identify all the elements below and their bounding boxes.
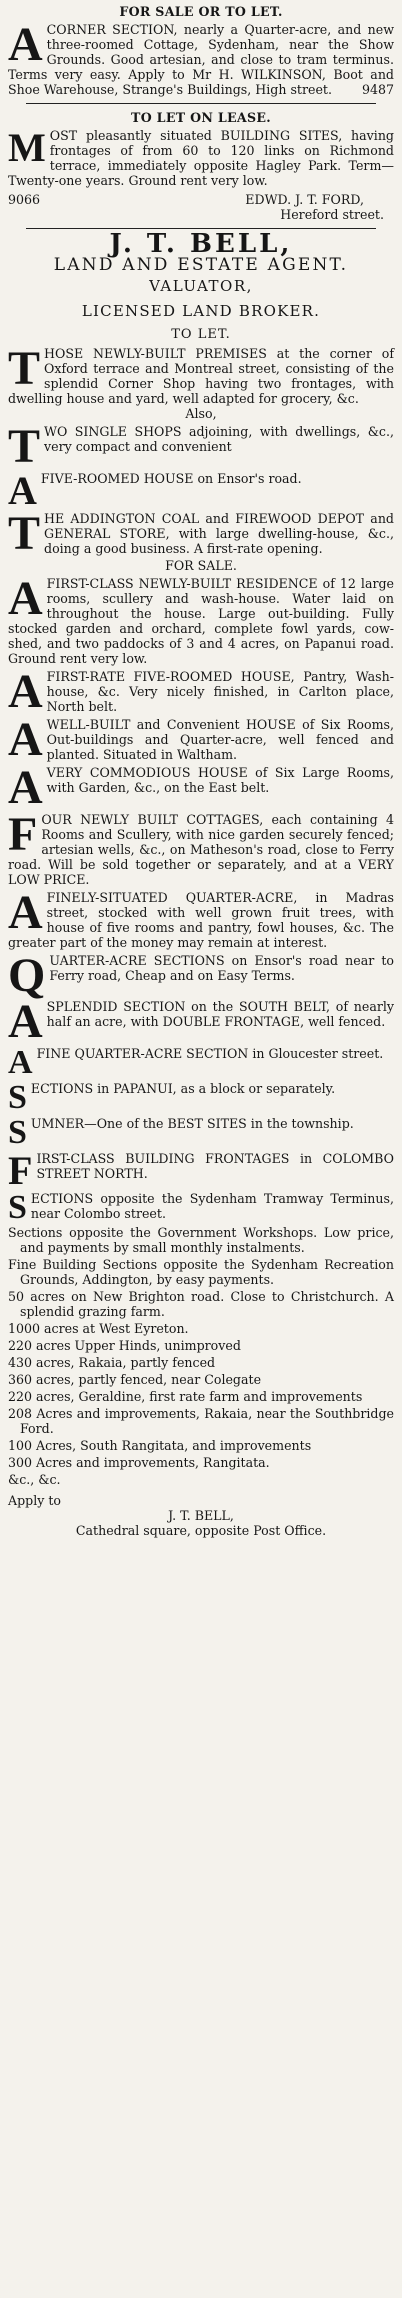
item-text: FIRST-RATE FIVE-ROOMED HOUSE, Pantry, Wash-house, &c. Very nicely finished, in Carlton place, North belt. [46,668,394,714]
drop-letter: A [8,995,43,1049]
drop-letter: F [8,807,38,861]
ad-body [8,125,394,188]
item-text: VERY COMMODIOUS HOUSE of Six Large Rooms, with Garden, &c., on the East belt. [46,764,394,795]
valuator-line: VALUATOR, [149,277,253,295]
item-text: FIRST-CLASS NEWLY-BUILT RESIDENCE of 12 large rooms, scullery and wash-house. Water laid on throughout the house. Large out-building. Fully stocked garden and orchard, complete fowl yards, cow-shed, and two paddocks of 3 and 4 acres, on Papanui road. Ground rent very low. [8,575,394,666]
list-item: 100 Acres, South Rangitata, and improvements [8,1437,312,1453]
item-text: FIVE-ROOMED HOUSE on Ensor's road. [40,470,302,486]
item-text: HOSE NEWLY-BUILT PREMISES at the corner of Oxford terrace and Montreal street, consisting of the splendid Corner Shop having two frontages, with dwelling house and yard, well adapted for grocery, &c. [8,346,394,406]
list-item [8,948,394,1002]
item-text: HE ADDINGTON COAL and FIREWOOD DEPOT and GENERAL STORE, with large dwelling-house, &c., doing a good business. A first-rate opening. [44,510,394,556]
ad-text: OST pleasantly situated BUILDING SITES, having frontages of from 60 to 120 links on Richmond terrace, immediately opposite Hagley Park. Term—Twenty-one years. Ground rent very low. [8,128,394,188]
drop-letter: S [8,1079,27,1117]
list-item [8,1147,394,1193]
drop-letter: A [8,571,43,625]
item-text: IRST-CLASS BUILDING FRONTAGES in COLOMBO STREET NORTH. [36,1150,394,1181]
list-item [8,342,394,406]
ad-heading: FOR SALE OR TO LET. [119,4,283,19]
drop-letter: A [8,18,43,71]
list-item [8,1188,394,1226]
list-item: Sections opposite the Government Workshops. Low price, and payments by small monthly instalments. [8,1224,394,1255]
list-item: 220 acres, Geraldine, first rate farm and improvements [8,1388,363,1404]
item-text: FINE QUARTER-ACRE SECTION in Gloucester street. [36,1046,384,1062]
drop-letter: A [8,885,43,939]
list-item [8,664,394,718]
list-item: 300 Acres and improvements, Rangitata. [8,1454,270,1470]
ad-to-let-on-lease [8,110,394,222]
broker-line: LICENSED LAND BROKER. [81,302,321,320]
drop-letter: T [8,342,41,395]
apply-address: Cathedral square, opposite Post Office. [75,1522,327,1538]
ad-text: CORNER SECTION, nearly a Quarter-acre, and new three-roomed Cottage, Sydenham, near the Show Grounds. Good artesian, and close to tram terminus. Terms very easy. Apply to Mr H. WILKINSON, Boot and Shoe Warehouse, Strange's Buildings, High street. [8,22,394,97]
drop-letter: T [8,420,41,473]
apply-block [8,1493,394,1538]
apply-label: Apply to [8,1492,62,1508]
agent-name-title: J. T. BELL, [109,229,293,259]
also-line: Also, [185,406,217,421]
list-item [8,995,394,1049]
ad-heading: TO LET ON LEASE. [131,110,271,125]
list-item [8,1044,394,1082]
ad-reference: 9487 [361,82,394,97]
item-text: OUR NEWLY BUILT COTTAGES, each containing 4 Rooms and Scullery, with nice garden securely fenced; artesian wells, &c., on Matheson's road, close to Ferry road. Will be sold together or separately, and at a VERY LOW PRICE. [8,811,394,887]
list-item: 430 acres, Rakaia, partly fenced [8,1354,216,1370]
list-item [8,807,394,887]
drop-letter: F [8,1147,33,1193]
list-item: &c., &c. [8,1471,61,1487]
for-sale-list [8,571,394,1226]
ad-body [8,18,394,97]
for-sale-heading: FOR SALE. [165,557,237,573]
drop-letter: M [8,125,46,170]
drop-letter: A [8,712,43,766]
list-item [8,420,394,473]
drop-letter: A [8,1044,33,1082]
newspaper-column [8,0,394,1538]
ad-reference: 9066 [8,192,41,207]
to-let-heading: TO LET. [171,327,231,342]
list-item [8,712,394,766]
item-text: WELL-BUILT and Convenient HOUSE of Six Rooms, Out-buildings and Quarter-acre, well fenced and planted. Situated in Waltham. [46,716,394,762]
list-item: Fine Building Sections opposite the Sydenham Recreation Grounds, Addington, by easy payments. [8,1256,394,1287]
list-item: 50 acres on New Brighton road. Close to Christchurch. A splendid grazing farm. [8,1288,394,1319]
signature-address: Hereford street. [280,207,384,222]
list-item [8,571,394,666]
drop-letter: S [8,1188,27,1226]
drop-letter: A [8,664,43,718]
drop-letter: Q [8,948,46,1002]
ad-for-sale-or-let [8,4,394,97]
list-item [8,1113,394,1151]
list-item [8,1079,394,1117]
agent-subtitle: LAND AND ESTATE AGENT. [53,255,349,275]
signature-name: EDWD. J. T. FORD, [245,192,364,207]
list-item [8,885,394,950]
item-text: ECTIONS in PAPANUI, as a block or separately. [30,1081,336,1097]
item-text: FINELY-SITUATED QUARTER-ACRE, in Madras street, stocked with well grown fruit trees, with house of five rooms and pantry, fowl houses, &c. The greater part of the money may remain at interest. [8,889,394,950]
to-let-list [8,342,394,560]
divider [26,103,376,104]
list-item [8,467,394,513]
signature-row [8,192,394,207]
list-item: 360 acres, partly fenced, near Colegate [8,1371,262,1387]
item-text: ECTIONS opposite the Sydenham Tramway Terminus, near Colombo street. [30,1190,394,1221]
item-text: WO SINGLE SHOPS adjoining, with dwellings, &c., very compact and convenient [44,424,394,454]
item-text: UARTER-ACRE SECTIONS on Ensor's road near to Ferry road, Cheap and on Easy Terms. [49,952,394,983]
item-text: UMNER—One of the BEST SITES in the township. [30,1115,354,1131]
drop-letter: T [8,506,41,560]
drop-letter: A [8,760,43,814]
list-item: 220 acres Upper Hinds, unimproved [8,1337,241,1353]
item-text: SPLENDID SECTION on the SOUTH BELT, of nearly half an acre, with DOUBLE FRONTAGE, well fenced. [46,999,394,1030]
list-item: 208 Acres and improvements, Rakaia, near the Southbridge Ford. [8,1405,394,1436]
list-item: 1000 acres at West Eyreton. [8,1320,189,1336]
ad-jt-bell [8,229,394,1538]
apply-name: J. T. BELL, [168,1507,234,1523]
list-item [8,760,394,814]
drop-letter: S [8,1113,27,1151]
plain-list [8,1225,394,1487]
list-item [8,506,394,560]
drop-letter: A [8,467,37,513]
